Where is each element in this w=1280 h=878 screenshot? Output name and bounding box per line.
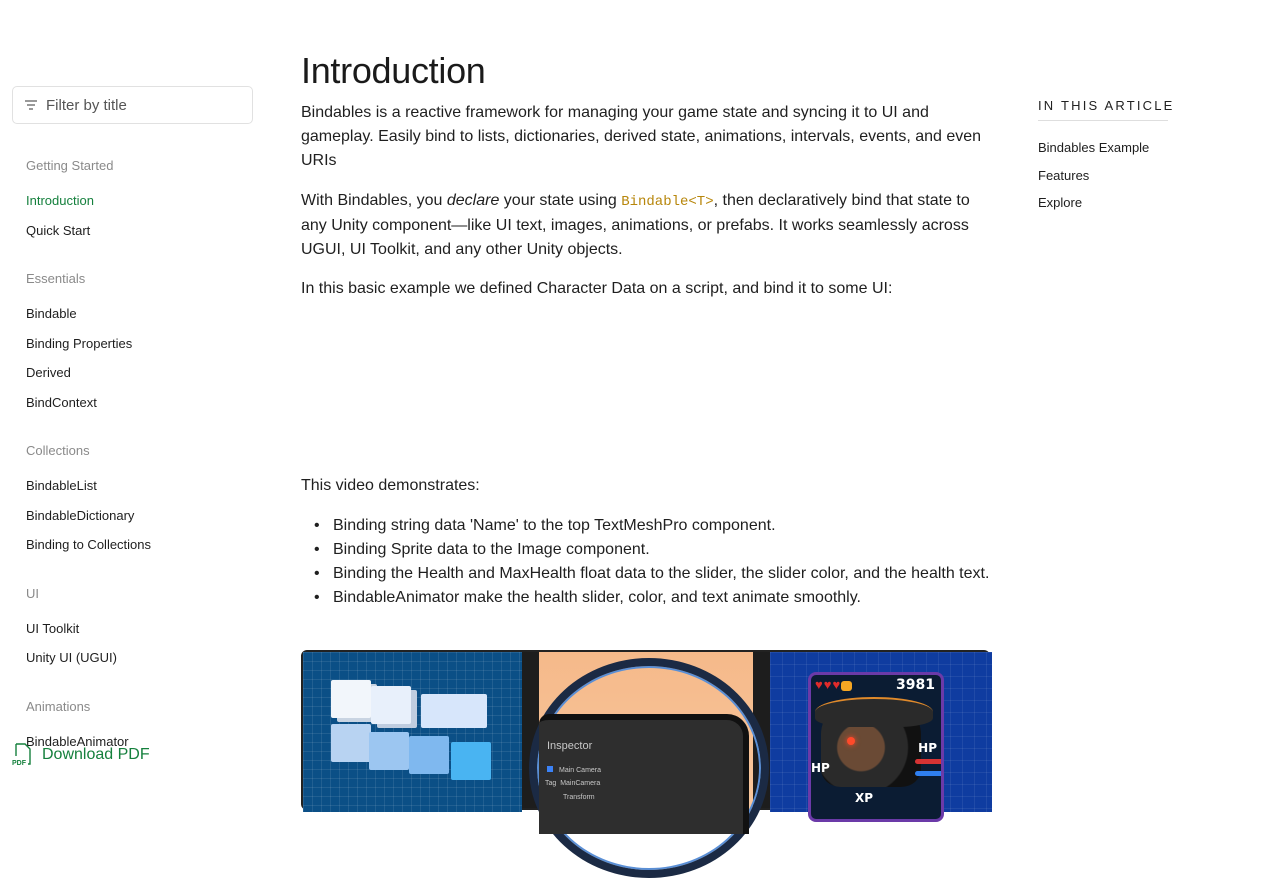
sidebar-item-bindcontext[interactable]: BindContext — [26, 394, 97, 410]
nav-group-ui — [26, 578, 256, 673]
inspector-component: Transform — [563, 794, 595, 801]
cube-shape — [451, 742, 491, 780]
list-item: • Binding Sprite data to the Image component. — [301, 538, 991, 562]
emphasis-text: declare — [446, 192, 500, 209]
sidebar-nav — [26, 150, 256, 749]
download-pdf-button[interactable] — [12, 743, 150, 767]
character-card — [808, 672, 944, 822]
xp-label: XP — [855, 791, 874, 805]
text: , then declaratively bind that state to any Unity component—like UI text, images, animations, or prefabs. It works seamlessly across UGUI, UI Toolkit, and any other Unity objects. — [301, 192, 970, 258]
pdf-file-icon — [12, 743, 32, 767]
list-item: • Binding the Health and MaxHealth float data to the slider, the slider color, and the health text. — [301, 562, 991, 586]
inspector-tag: Tag MainCamera — [545, 780, 601, 787]
toc-item-features[interactable]: Features — [1038, 167, 1090, 183]
nav-heading: Essentials — [26, 271, 86, 286]
sidebar-item-bindablelist[interactable]: BindableList — [26, 478, 97, 493]
nav-heading: Getting Started — [26, 158, 114, 173]
inspector-title: Inspector — [547, 740, 593, 752]
hp-label: HP — [811, 761, 830, 775]
sidebar-item-introduction[interactable]: Introduction — [26, 193, 94, 208]
sidebar-item-bindableanimator[interactable]: BindableAnimator — [26, 733, 129, 749]
sidebar-item-binding-properties[interactable]: Binding Properties — [26, 335, 133, 351]
inspector-image — [539, 652, 753, 812]
mana-bar — [915, 771, 941, 776]
example-intro-paragraph: In this basic example we defined Character Data on a script, and bind it to some UI: — [301, 280, 893, 297]
cube-shape — [409, 736, 449, 774]
feature-image-strip — [301, 650, 990, 810]
hearts-icon: ♥♥♥ — [815, 677, 852, 692]
sidebar-item-derived[interactable]: Derived — [26, 365, 71, 380]
video-intro-paragraph: This video demonstrates: — [301, 477, 480, 494]
toc-list — [1038, 134, 1168, 217]
nav-group-collections — [26, 435, 256, 560]
intro-paragraph: Bindables is a reactive framework for managing your game state and syncing it to UI and gameplay. Easily bind to lists, dictionaries, derived state, animations, intervals, events, and even URIs — [301, 104, 982, 169]
toc-item-explore[interactable]: Explore — [1038, 195, 1083, 210]
nav-group-getting-started — [26, 150, 256, 245]
coin-icon — [841, 681, 852, 691]
score-text: 3981 — [896, 677, 935, 693]
cube-shape — [369, 732, 409, 770]
sidebar-item-binding-to-collections[interactable]: Binding to Collections — [26, 537, 152, 552]
glowing-eye — [847, 737, 855, 745]
sidebar-item-unity-ui[interactable]: Unity UI (UGUI) — [26, 650, 117, 665]
text: your state using — [499, 192, 622, 209]
toc-title: IN THIS ARTICLE — [1038, 98, 1168, 121]
sidebar-item-quick-start[interactable]: Quick Start — [26, 222, 91, 238]
filter-input[interactable] — [46, 97, 236, 114]
feature-list — [301, 514, 991, 610]
download-pdf-label: Download PDF — [42, 746, 150, 763]
sidebar — [0, 0, 265, 800]
sidebar-item-ui-toolkit[interactable]: UI Toolkit — [26, 620, 80, 636]
phone-screen — [539, 714, 749, 834]
declare-paragraph — [301, 189, 991, 262]
nav-group-essentials — [26, 263, 256, 417]
list-item: • Binding string data 'Name' to the top TextMeshPro component. — [301, 514, 991, 538]
sidebar-item-bindabledictionary[interactable]: BindableDictionary — [26, 507, 135, 523]
page-title: Introduction — [301, 50, 486, 91]
cube-shape — [371, 686, 411, 724]
table-of-contents — [1038, 98, 1175, 217]
sidebar-item-bindable[interactable]: Bindable — [26, 306, 77, 321]
inline-code: Bindable<T> — [621, 194, 714, 210]
cube-shape — [421, 694, 487, 728]
text: With Bindables, you — [301, 192, 447, 209]
game-card-image — [770, 652, 992, 812]
health-bar — [915, 759, 941, 764]
nav-heading: UI — [26, 585, 39, 601]
pirate-hat — [815, 697, 933, 727]
cube-shape — [331, 680, 371, 718]
nav-heading: Animations — [26, 698, 91, 714]
cubes-image — [303, 652, 522, 812]
filter-field[interactable] — [12, 86, 253, 124]
list-item: • BindableAnimator make the health slider, color, and text animate smoothly. — [301, 586, 991, 610]
inspector-checkbox: Main Camera — [547, 766, 601, 774]
hp-label: HP — [918, 741, 937, 755]
filter-icon — [24, 98, 38, 112]
cube-shape — [331, 724, 371, 762]
toc-item-bindables-example[interactable]: Bindables Example — [1038, 140, 1150, 155]
nav-heading: Collections — [26, 443, 90, 458]
svg-text:PDF: PDF — [12, 760, 26, 767]
